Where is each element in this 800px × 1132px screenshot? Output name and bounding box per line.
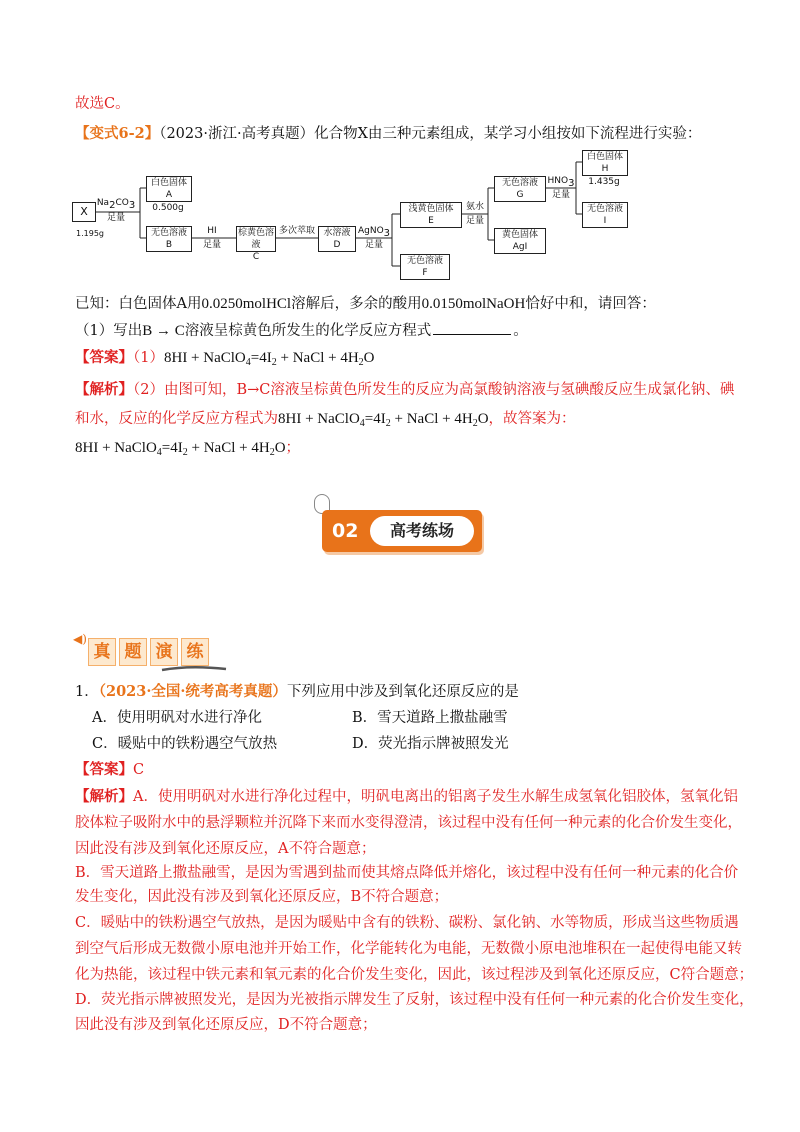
solution-b-box: 无色溶液 B <box>146 226 192 252</box>
analysis-2-line-4: B．雪天道路上撒盐融雪，是因为雪遇到盐而使其熔点降低并熔化，该过程中没有任何一种元素的化合价 <box>75 865 739 881</box>
na2co3-note: 足量 <box>106 213 125 223</box>
analysis-2-line-2: 胶体粒子吸附水中的悬浮颗粒并沉降下来而水变得澄清，该过程中没有任何一种元素的化合价发生变化， <box>75 815 742 831</box>
extraction-label: 多次萃取 <box>278 226 315 236</box>
compound-x-box: X <box>72 202 96 222</box>
section-title: 高考练场 <box>370 516 474 546</box>
option-b[interactable]: B．雪天道路上撒盐融雪 <box>352 710 508 726</box>
zhenti-char: 真 <box>88 638 116 666</box>
zhenti-char: 题 <box>119 638 147 666</box>
solid-a-box: 白色固体 A <box>146 176 192 202</box>
section-badge <box>322 510 482 552</box>
analysis-2-line-3: 因此没有涉及到氧化还原反应，A不符合题意； <box>75 841 376 857</box>
solution-c-box: 棕黄色溶液 C <box>237 228 274 262</box>
compound-x-mass: 1.195g <box>76 229 104 238</box>
solution-i-box: 无色溶液 I <box>582 202 628 228</box>
hi-note: 足量 <box>202 240 221 250</box>
agno3-label: AgNO$_3$ <box>357 226 391 239</box>
analysis-1-line-1: 【解析】（2）由图可知，B→C溶液呈棕黄色所发生的反应为高氯酸钠溶液与氢碘酸反应生成氯化钠、碘 <box>75 381 735 398</box>
analysis-1-line-2: 和水，反应的化学反应方程式为$8HI + NaClO_4=4I_2$ + NaCl + $4H_2O$，故答案为： <box>75 411 576 429</box>
ammonia-label: 氨水 <box>465 202 484 212</box>
answer-blank <box>433 320 511 335</box>
na2co3-label: $Na_2CO_3$ <box>96 198 136 211</box>
solution-g-box: 无色溶液 G <box>494 176 546 202</box>
speaker-icon: ◀) <box>73 632 87 646</box>
hno3-note: 足量 <box>551 190 570 200</box>
zhenti-char: 演 <box>150 638 178 666</box>
option-c[interactable]: C．暖贴中的铁粉遇空气放热 <box>92 736 278 752</box>
solid-agi-box: 黄色固体 AgI <box>494 228 546 254</box>
zhenti-char: 练 <box>181 638 209 666</box>
zhenti-header <box>88 638 212 666</box>
question-stem: 1．（2023·全国·统考高考真题）下列应用中涉及到氧化还原反应的是 <box>75 683 519 700</box>
brush-underline <box>160 664 230 674</box>
option-d[interactable]: D．荧光指示牌被照发光 <box>352 736 509 752</box>
solid-h-box: 白色固体 H <box>582 150 628 176</box>
analysis-2-line-7: 到空气后形成无数微小原电池并开始工作，化学能转化为电能，无数微小原电池堆积在一起使得电能又转 <box>75 941 742 957</box>
ammonia-note: 足量 <box>465 216 484 226</box>
variant-text: 化合物X由三种元素组成，某学习小组按如下流程进行实验： <box>314 126 702 142</box>
known-line: 已知：白色固体A用0.0250molHCl溶解后，多余的酸用0.0150molNaOH恰好中和，请回答： <box>75 296 656 312</box>
variant-tag: 【变式6-2】 <box>75 125 160 142</box>
solution-f-box: 无色溶液 F <box>400 254 450 280</box>
conclusion-line: 故选C。 <box>75 96 130 112</box>
section-number: 02 <box>332 520 359 542</box>
hi-label: HI <box>207 226 217 236</box>
hno3-label: $HNO_3$ <box>547 176 575 189</box>
agno3-note: 足量 <box>364 240 383 250</box>
question-1-line: （1）写出B → C溶液呈棕黄色所发生的化学反应方程式 。 <box>75 320 528 341</box>
variant-source: （2023·浙江·高考真题） <box>159 126 315 142</box>
analysis-2-line-10: 因此没有涉及到氧化还原反应，D不符合题意； <box>75 1017 377 1033</box>
solution-d-box: 水溶液 D <box>318 226 356 252</box>
answer-2-line: 【答案】C <box>75 761 145 778</box>
equation-answer: $8HI + NaClO_4=4I_2$ + NaCl + $4H_2O$ <box>163 350 375 368</box>
analysis-1-line-3: $8HI + NaClO_4=4I_2$ + NaCl + $4H_2O$； <box>75 440 301 458</box>
analysis-2-line-6: C．暖贴中的铁粉遇空气放热，是因为暖贴中含有的铁粉、碳粉、氯化钠、水等物质，形成当这些物质遇 <box>75 915 739 931</box>
analysis-2-line-1: 【解析】A．使用明矾对水进行净化过程中，明矾电离出的铝离子发生水解生成氢氧化铝胶体，氢氧化铝 <box>75 788 738 805</box>
option-a[interactable]: A．使用明矾对水进行净化 <box>92 710 262 726</box>
solid-h-mass: 1.435g <box>588 177 620 187</box>
analysis-2-line-9: D．荧光指示牌被照发光，是因为光被指示牌发生了反射，该过程中没有任何一种元素的化合价发生变化， <box>75 992 754 1008</box>
flow-lines <box>0 0 800 290</box>
analysis-2-line-5: 发生变化，因此没有涉及到氧化还原反应，B不符合题意； <box>75 889 449 905</box>
solid-a-mass: 0.500g <box>152 203 184 213</box>
analysis-2-line-8: 化为热能，该过程中铁元素和氧元素的化合价发生变化，因此，该过程涉及到氧化还原反应，C符合题意； <box>75 967 754 983</box>
answer-1-line: 【答案】$(1)8HI + NaClO_4=4I_2$ + NaCl + $4H_2O$ <box>75 349 375 368</box>
solid-e-box: 浅黄色固体 E <box>400 202 462 228</box>
